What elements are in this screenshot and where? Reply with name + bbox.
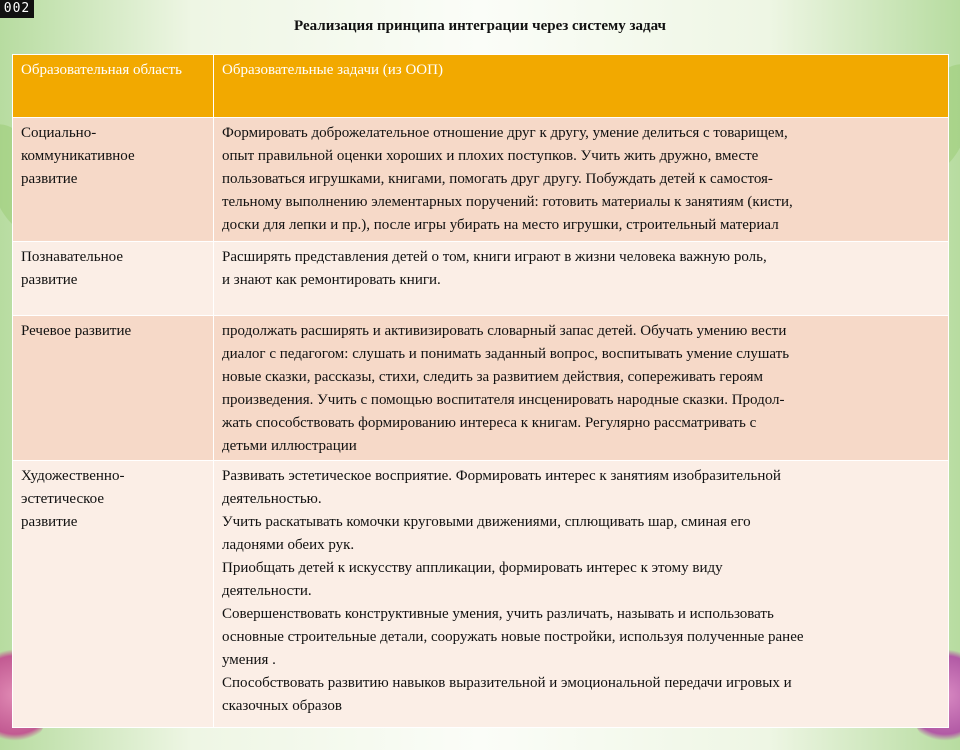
task-line: тельному выполнению элементарных поручений: готовить материалы к занятиям (кисти, bbox=[222, 194, 793, 210]
task-line: основные строительные детали, сооружать новые постройки, используя полученные ранее bbox=[222, 629, 804, 645]
table-row bbox=[13, 242, 949, 316]
task-line: деятельности. bbox=[222, 583, 312, 599]
table-header-row bbox=[13, 55, 949, 118]
task-line: сказочных образов bbox=[222, 698, 342, 714]
task-line: Расширять представления детей о том, книги играют в жизни человека важную роль, bbox=[222, 249, 767, 265]
task-line: жать способствовать формированию интереса к книгам. Регулярно рассматривать с bbox=[222, 415, 757, 431]
task-line: ладонями обеих рук. bbox=[222, 537, 355, 553]
area-line: развитие bbox=[21, 514, 78, 530]
area-line: Социально- bbox=[21, 125, 97, 141]
task-line: Формировать доброжелательное отношение друг к другу, умение делиться с товарищем, bbox=[222, 125, 788, 141]
task-line: новые сказки, рассказы, стихи, следить за развитием действия, сопереживать героям bbox=[222, 369, 764, 385]
task-line: детьми иллюстрации bbox=[222, 438, 357, 454]
tasks-cell bbox=[214, 316, 949, 461]
task-line: деятельностью. bbox=[222, 491, 322, 507]
area-line: Художественно- bbox=[21, 468, 125, 484]
task-line: произведения. Учить с помощью воспитателя инсценировать народные сказки. Продол- bbox=[222, 392, 785, 408]
tasks-cell bbox=[214, 242, 949, 316]
table-row bbox=[13, 461, 949, 728]
task-line: опыт правильной оценки хороших и плохих поступков. Учить жить дружно, вместе bbox=[222, 148, 759, 164]
area-line: Речевое развитие bbox=[21, 323, 132, 339]
task-line: умения . bbox=[222, 652, 276, 668]
area-cell bbox=[13, 461, 214, 728]
table-row bbox=[13, 316, 949, 461]
table-row bbox=[13, 118, 949, 242]
area-cell bbox=[13, 118, 214, 242]
area-cell bbox=[13, 242, 214, 316]
tasks-cell bbox=[214, 461, 949, 728]
area-line: развитие bbox=[21, 171, 78, 187]
task-line: и знают как ремонтировать книги. bbox=[222, 272, 441, 288]
task-line: продолжать расширять и активизировать словарный запас детей. Обучать умению вести bbox=[222, 323, 787, 339]
slide-number: 002 bbox=[0, 0, 34, 18]
area-cell bbox=[13, 316, 214, 461]
task-line: Приобщать детей к искусству аппликации, формировать интерес к этому виду bbox=[222, 560, 723, 576]
area-line: Познавательное bbox=[21, 249, 124, 265]
tasks-cell bbox=[214, 118, 949, 242]
task-line: Совершенствовать конструктивные умения, учить различать, называть и использовать bbox=[222, 606, 774, 622]
task-line: Учить раскатывать комочки круговыми движениями, сплющивать шар, сминая его bbox=[222, 514, 751, 530]
header-area: Образовательная область bbox=[13, 55, 214, 118]
task-line: диалог с педагогом: слушать и понимать заданный вопрос, воспитывать умение слушать bbox=[222, 346, 790, 362]
page-title: Реализация принципа интеграции через систему задач bbox=[294, 18, 666, 34]
integration-table bbox=[12, 54, 949, 728]
task-line: пользоваться игрушками, книгами, помогать друг другу. Побуждать детей к самостоя- bbox=[222, 171, 773, 187]
area-line: эстетическое bbox=[21, 491, 104, 507]
area-line: коммуникативное bbox=[21, 148, 135, 164]
task-line: Развивать эстетическое восприятие. Формировать интерес к занятиям изобразительной bbox=[222, 468, 781, 484]
header-tasks: Образовательные задачи (из ООП) bbox=[214, 55, 949, 118]
area-line: развитие bbox=[21, 272, 78, 288]
task-line: доски для лепки и пр.), после игры убирать на место игрушки, строительный материал bbox=[222, 217, 779, 233]
task-line: Способствовать развитию навыков выразительной и эмоциональной передачи игровых и bbox=[222, 675, 792, 691]
